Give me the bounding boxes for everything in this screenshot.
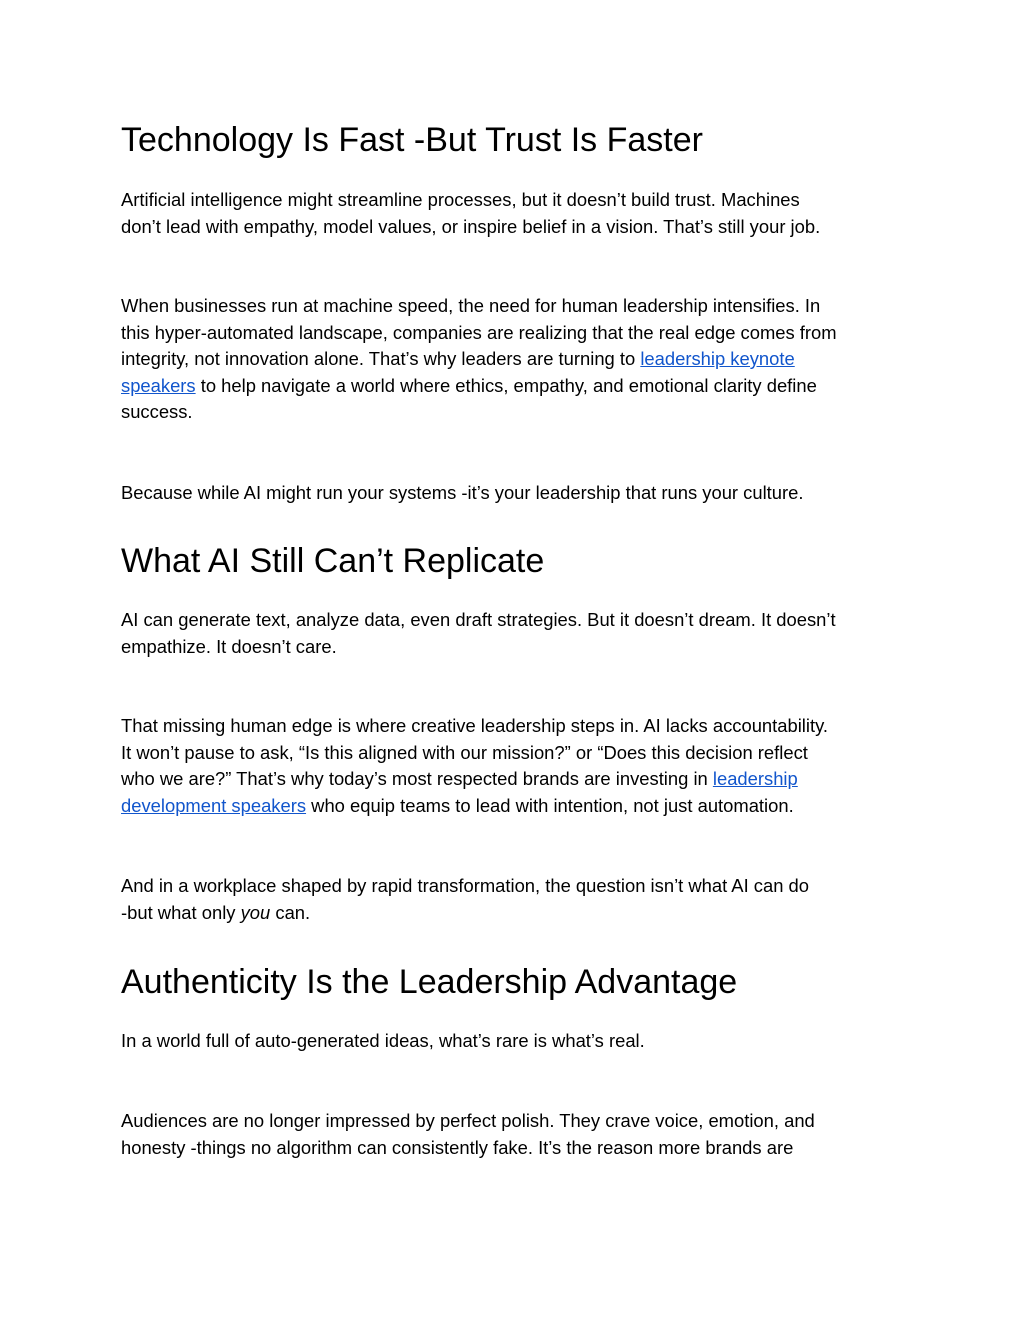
link-leadership-development-speakers[interactable]: leadership [712,768,798,789]
link-leadership-keynote-speakers[interactable]: leadership keynote [640,348,795,369]
text-line [121,766,921,793]
link-leadership-keynote-speakers-cont[interactable]: speakers [121,374,196,396]
paragraph-whats-real [121,1028,921,1055]
text-line [121,900,921,927]
text-line: this hyper-automated landscape, companies are realizing that the real edge comes from [121,321,837,343]
text-run: who we are?” That’s why today’s most respected brands are investing in [121,768,713,789]
section-heading-authenticity: Authenticity Is the Leadership Advantage [121,963,738,1001]
paragraph-ai-trust [121,187,921,240]
text-line: success. [121,401,193,422]
text-line: don’t lead with empathy, model values, or inspire belief in a vision. That’s still your job. [121,215,821,237]
link-leadership-development-speakers-cont[interactable]: development speakers [121,794,307,816]
text-run: can. [270,901,311,923]
text-line: AI can generate text, analyze data, even draft strategies. But it doesn’t dream. It doesn’t [121,609,836,630]
paragraph-human-edge [121,713,921,819]
paragraph-machine-speed [121,293,921,426]
text-line: Because while AI might run your systems -it’s your leadership that runs your culture. [121,482,804,503]
text-line: And in a workplace shaped by rapid transformation, the question isn’t what AI can do [121,875,810,896]
text-line: It won’t pause to ask, “Is this aligned with our mission?” or “Does this decision reflect [121,741,808,763]
paragraph-only-you [121,873,921,926]
text-line: Artificial intelligence might streamline processes, but it doesn’t build trust. Machines [121,189,800,210]
text-line: honesty -things no algorithm can consistently fake. It’s the reason more brands are [121,1136,794,1158]
paragraph-audiences [121,1108,921,1161]
text-run: integrity, not innovation alone. That’s why leaders are turning to [121,348,641,369]
text-line: In a world full of auto-generated ideas, what’s rare is what’s real. [121,1030,645,1051]
text-run: to help navigate a world where ethics, empathy, and emotional clarity define [195,374,817,396]
text-line [121,793,921,820]
text-line [121,373,921,400]
text-line: When businesses run at machine speed, the need for human leadership intensifies. In [121,295,821,316]
emphasis-you: you [240,901,271,923]
text-run: who equip teams to lead with intention, not just automation. [306,794,794,816]
section-heading-replicate: What AI Still Can’t Replicate [121,542,545,580]
text-line: Audiences are no longer impressed by perfect polish. They crave voice, emotion, and [121,1110,815,1131]
text-line: That missing human edge is where creative leadership steps in. AI lacks accountability. [121,715,829,736]
paragraph-ai-can [121,607,921,660]
section-heading-trust: Technology Is Fast -But Trust Is Faster [121,121,703,159]
text-line [121,346,921,373]
text-run: -but what only [121,901,241,923]
paragraph-culture [121,480,921,507]
text-line: empathize. It doesn’t care. [121,635,337,657]
